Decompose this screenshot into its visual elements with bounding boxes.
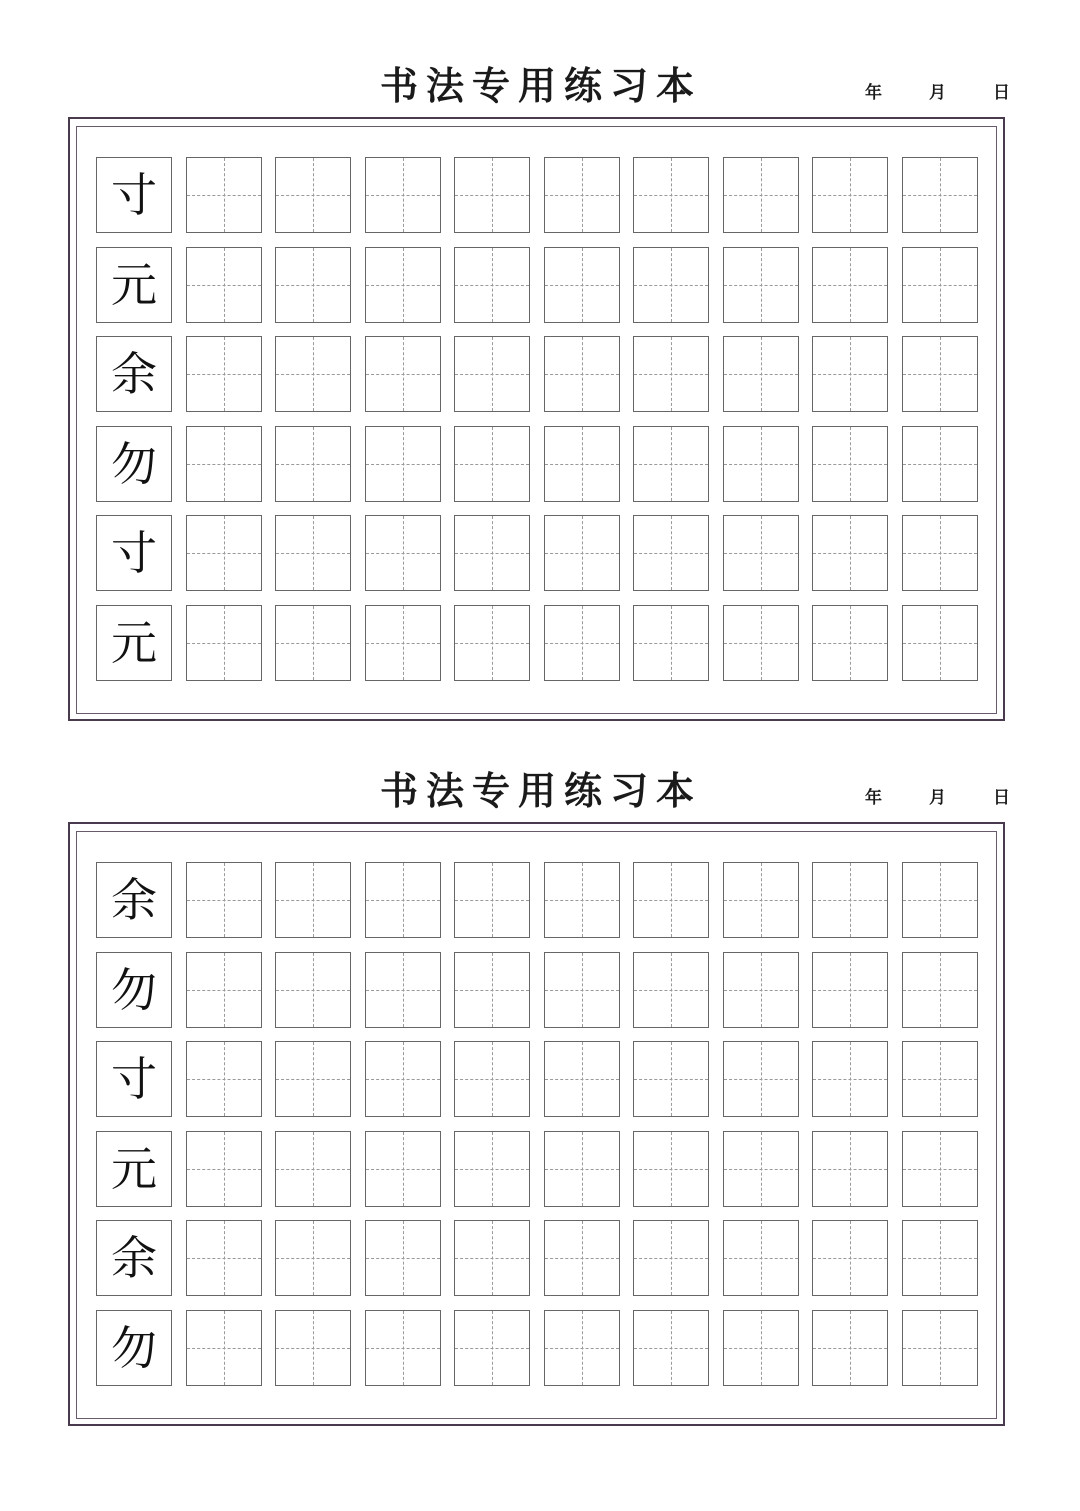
practice-box <box>812 157 888 233</box>
practice-box <box>902 1131 978 1207</box>
practice-box <box>275 1041 351 1117</box>
practice-box <box>902 426 978 502</box>
practice-box <box>275 426 351 502</box>
model-character-box <box>96 1041 172 1117</box>
model-character: 元 <box>111 616 157 670</box>
practice-sheet-2 <box>0 760 1080 1466</box>
model-character-box <box>96 336 172 412</box>
practice-box <box>544 336 620 412</box>
practice-box <box>812 605 888 681</box>
practice-box <box>902 952 978 1028</box>
practice-box <box>186 952 262 1028</box>
model-character-box <box>96 952 172 1028</box>
practice-box <box>186 157 262 233</box>
practice-box <box>544 426 620 502</box>
practice-box <box>633 1220 709 1296</box>
model-character-box <box>96 605 172 681</box>
practice-box <box>633 862 709 938</box>
practice-box <box>275 1310 351 1386</box>
practice-box <box>275 862 351 938</box>
practice-box <box>186 862 262 938</box>
practice-box <box>902 247 978 323</box>
practice-box <box>902 157 978 233</box>
practice-box <box>544 1310 620 1386</box>
model-character-box <box>96 426 172 502</box>
practice-box <box>544 515 620 591</box>
model-character-box <box>96 157 172 233</box>
practice-box <box>454 1310 530 1386</box>
practice-box <box>633 952 709 1028</box>
practice-box <box>544 952 620 1028</box>
practice-box <box>633 1310 709 1386</box>
practice-box <box>365 336 441 412</box>
model-character: 勿 <box>111 963 157 1017</box>
practice-box <box>365 1220 441 1296</box>
practice-box <box>275 1220 351 1296</box>
practice-box <box>902 1041 978 1117</box>
practice-box <box>723 247 799 323</box>
practice-box <box>275 336 351 412</box>
practice-box <box>186 515 262 591</box>
practice-box <box>186 336 262 412</box>
practice-box <box>633 1041 709 1117</box>
practice-box <box>454 605 530 681</box>
practice-sheet-1 <box>0 55 1080 761</box>
practice-box <box>812 1220 888 1296</box>
practice-box <box>544 605 620 681</box>
practice-box <box>454 862 530 938</box>
date-year-label: 年 <box>865 788 882 808</box>
practice-box <box>812 952 888 1028</box>
practice-box <box>723 862 799 938</box>
practice-box <box>723 1041 799 1117</box>
practice-box <box>365 247 441 323</box>
practice-box <box>633 1131 709 1207</box>
practice-box <box>633 336 709 412</box>
practice-box <box>544 1131 620 1207</box>
practice-box <box>723 515 799 591</box>
practice-box <box>186 1131 262 1207</box>
practice-box <box>275 952 351 1028</box>
practice-box <box>633 515 709 591</box>
model-character-box <box>96 1310 172 1386</box>
model-character: 元 <box>111 1142 157 1196</box>
practice-box <box>723 1131 799 1207</box>
practice-box <box>812 1131 888 1207</box>
practice-box <box>186 247 262 323</box>
practice-box <box>186 1310 262 1386</box>
practice-box <box>186 1220 262 1296</box>
practice-box <box>812 1041 888 1117</box>
practice-box <box>902 336 978 412</box>
practice-box <box>454 1220 530 1296</box>
practice-box <box>365 605 441 681</box>
practice-box <box>544 247 620 323</box>
practice-box <box>812 1310 888 1386</box>
practice-box <box>454 247 530 323</box>
practice-box <box>454 1041 530 1117</box>
date-year-label: 年 <box>865 83 882 103</box>
practice-box <box>902 605 978 681</box>
practice-box <box>723 336 799 412</box>
practice-box <box>454 336 530 412</box>
model-character-box <box>96 515 172 591</box>
practice-box <box>723 605 799 681</box>
practice-box <box>275 157 351 233</box>
practice-box <box>544 157 620 233</box>
sheet-title: 书法专用练习本 <box>380 63 703 108</box>
practice-box <box>454 515 530 591</box>
model-character: 勿 <box>111 1321 157 1375</box>
practice-box <box>544 1220 620 1296</box>
model-character-box <box>96 1131 172 1207</box>
practice-box <box>454 157 530 233</box>
practice-box <box>275 515 351 591</box>
date-day-label: 日 <box>993 788 1010 808</box>
practice-box <box>275 247 351 323</box>
model-character: 余 <box>111 873 157 927</box>
practice-box <box>902 862 978 938</box>
practice-box <box>812 426 888 502</box>
practice-box <box>275 605 351 681</box>
model-character-box <box>96 247 172 323</box>
practice-box <box>633 605 709 681</box>
practice-box <box>723 1220 799 1296</box>
model-character: 寸 <box>111 526 157 580</box>
date-day-label: 日 <box>993 83 1010 103</box>
practice-box <box>723 157 799 233</box>
practice-box <box>902 515 978 591</box>
practice-box <box>544 1041 620 1117</box>
practice-box <box>365 1131 441 1207</box>
practice-box <box>365 1310 441 1386</box>
model-character: 寸 <box>111 168 157 222</box>
practice-box <box>812 515 888 591</box>
practice-box <box>365 426 441 502</box>
practice-box <box>723 1310 799 1386</box>
date-month-label: 月 <box>929 83 946 103</box>
practice-box <box>365 862 441 938</box>
practice-box <box>633 157 709 233</box>
practice-box <box>186 426 262 502</box>
model-character: 元 <box>111 258 157 312</box>
practice-box <box>812 336 888 412</box>
model-character: 勿 <box>111 437 157 491</box>
practice-box <box>365 157 441 233</box>
practice-box <box>723 426 799 502</box>
sheet-title: 书法专用练习本 <box>380 768 703 813</box>
practice-box <box>544 862 620 938</box>
practice-box <box>454 426 530 502</box>
model-character: 余 <box>111 1231 157 1285</box>
practice-box <box>902 1310 978 1386</box>
practice-box <box>723 952 799 1028</box>
practice-box <box>365 952 441 1028</box>
practice-box <box>902 1220 978 1296</box>
date-month-label: 月 <box>929 788 946 808</box>
practice-box <box>454 952 530 1028</box>
practice-box <box>633 247 709 323</box>
model-character-box <box>96 862 172 938</box>
practice-box <box>812 862 888 938</box>
practice-box <box>275 1131 351 1207</box>
practice-box <box>454 1131 530 1207</box>
practice-box <box>365 515 441 591</box>
model-character-box <box>96 1220 172 1296</box>
practice-box <box>812 247 888 323</box>
practice-box <box>633 426 709 502</box>
practice-box <box>365 1041 441 1117</box>
model-character: 寸 <box>111 1052 157 1106</box>
practice-box <box>186 605 262 681</box>
model-character: 余 <box>111 347 157 401</box>
practice-box <box>186 1041 262 1117</box>
